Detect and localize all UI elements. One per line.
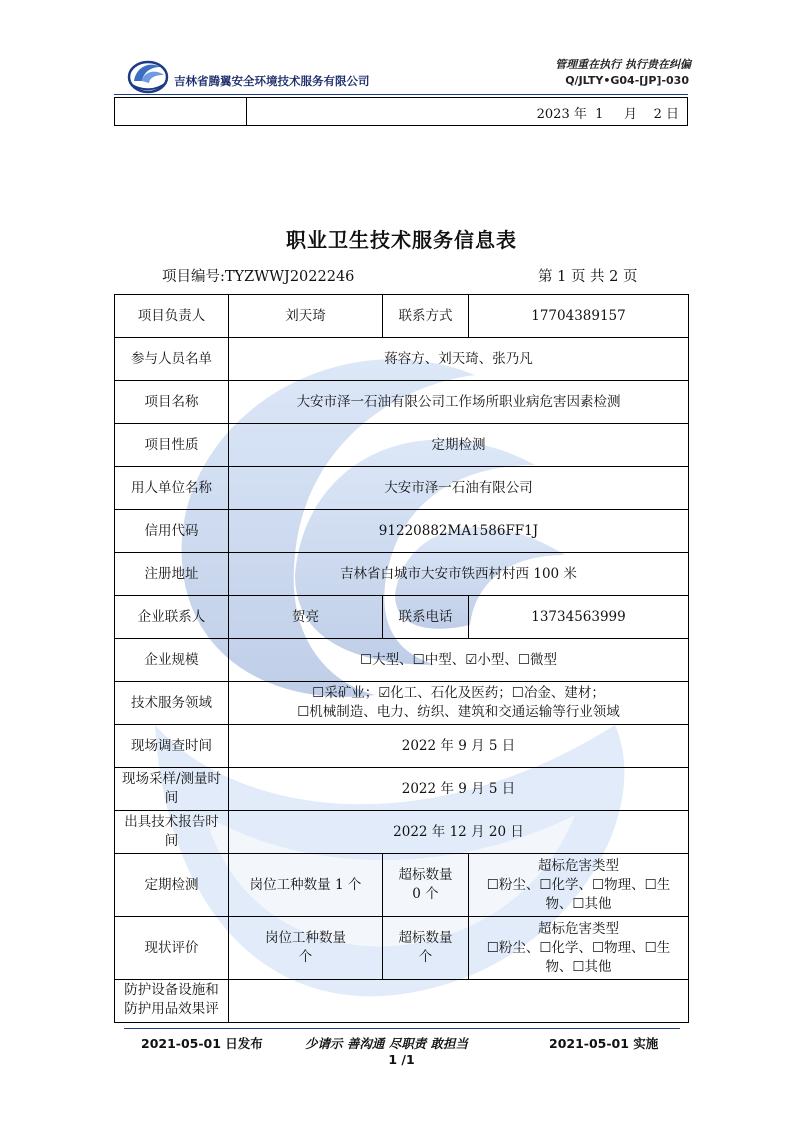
status-hazard-options-2: 物、☐其他 — [545, 958, 612, 975]
table-row — [115, 639, 689, 682]
status-hazard-options-1: ☐粉尘、☐化学、☐物理、☐生 — [486, 939, 671, 956]
periodic-exceed-value: 0 个 — [412, 886, 439, 902]
status-hazard — [469, 917, 689, 980]
status-eval-label: 现状评价 — [115, 917, 229, 980]
table-row — [115, 295, 689, 338]
table-row — [115, 917, 689, 980]
report-time-label: 出具技术报告时间 — [115, 811, 229, 854]
table-row — [115, 510, 689, 553]
survey-time-label: 现场调查时间 — [115, 725, 229, 768]
employer-label: 用人单位名称 — [115, 467, 229, 510]
table-row — [115, 725, 689, 768]
address-label: 注册地址 — [115, 553, 229, 596]
status-posts — [229, 917, 383, 980]
status-posts-label: 岗位工种数量 — [265, 930, 346, 946]
page-title: 职业卫生技术服务信息表 — [286, 228, 517, 252]
effective-date: 2021-05-01 实施 — [549, 1036, 659, 1051]
enterprise-contact-label: 企业联系人 — [115, 596, 229, 639]
status-hazard-title: 超标危害类型 — [538, 920, 619, 937]
phone-label: 联系电话 — [383, 596, 469, 639]
periodic-hazard-options-2: 物、☐其他 — [545, 895, 612, 912]
service-domain-value — [229, 682, 689, 725]
table-row — [115, 811, 689, 854]
leader-value: 刘天琦 — [229, 295, 383, 338]
project-name-value: 大安市泽一石油有限公司工作场所职业病危害因素检测 — [229, 381, 689, 424]
table-row — [115, 854, 689, 917]
issue-date: 2021-05-01 日发布 — [141, 1036, 263, 1051]
nature-label: 项目性质 — [115, 424, 229, 467]
header-rule — [114, 94, 688, 95]
protection-eval-label — [115, 980, 229, 1023]
survey-time-value: 2022 年 9 月 5 日 — [229, 725, 689, 768]
table-row — [115, 553, 689, 596]
status-exceed-label: 超标数量 — [398, 930, 453, 946]
company-name: 吉林省腾翼安全环境技术服务有限公司 — [174, 74, 370, 88]
table-row — [115, 424, 689, 467]
report-time-value: 2022 年 12 月 20 日 — [229, 811, 689, 854]
status-exceed — [383, 917, 469, 980]
sampling-time-value: 2022 年 9 月 5 日 — [229, 768, 689, 811]
footer-motto: 少请示 善沟通 尽职责 敢担当 — [305, 1036, 469, 1051]
document-number: Q/JLTY•G04-[JP]-030 — [565, 74, 689, 87]
periodic-hazard — [469, 854, 689, 917]
company-logo — [126, 55, 170, 95]
sampling-time-label: 现场采样/测量时间 — [115, 768, 229, 811]
project-number: 项目编号:TYZWWJ2022246 — [162, 269, 355, 285]
employer-value: 大安市泽一石油有限公司 — [229, 467, 689, 510]
table-row — [115, 338, 689, 381]
table-row — [115, 768, 689, 811]
header-date: 2023 年 1 月 2 日 — [536, 107, 679, 122]
service-domain-label: 技术服务领域 — [115, 682, 229, 725]
header-box-divider — [246, 98, 247, 125]
page-info: 第 1 页 共 2 页 — [538, 269, 638, 285]
periodic-exceed — [383, 854, 469, 917]
periodic-hazard-options-1: ☐粉尘、☐化学、☐物理、☐生 — [486, 876, 671, 893]
table-row — [115, 682, 689, 725]
periodic-label: 定期检测 — [115, 854, 229, 917]
status-exceed-unit: 个 — [418, 949, 433, 965]
enterprise-contact-value: 贺亮 — [229, 596, 383, 639]
nature-value: 定期检测 — [229, 424, 689, 467]
phone-value: 13734563999 — [469, 596, 689, 639]
contact-value: 17704389157 — [469, 295, 689, 338]
members-value: 蒋容方、刘天琦、张乃凡 — [229, 338, 689, 381]
periodic-posts: 岗位工种数量 1 个 — [229, 854, 383, 917]
header-date-box — [114, 97, 688, 126]
credit-code-label: 信用代码 — [115, 510, 229, 553]
project-name-label: 项目名称 — [115, 381, 229, 424]
periodic-exceed-label: 超标数量 — [398, 867, 453, 883]
contact-label: 联系方式 — [383, 295, 469, 338]
table-row — [115, 381, 689, 424]
table-row — [115, 596, 689, 639]
table-row — [115, 467, 689, 510]
service-domain-line-1: ☐采矿业；☑化工、石化及医药；☐冶金、建材； — [312, 685, 605, 701]
address-value: 吉林省白城市大安市铁西村村西 100 米 — [229, 553, 689, 596]
service-domain-line-2: ☐机械制造、电力、纺织、建筑和交通运输等行业领域 — [297, 704, 620, 720]
table-row — [115, 980, 689, 1023]
protection-eval-label-line-1: 防护设备设施和 — [124, 982, 219, 998]
periodic-hazard-title: 超标危害类型 — [538, 857, 619, 874]
leader-label: 项目负责人 — [115, 295, 229, 338]
status-posts-unit: 个 — [298, 949, 313, 965]
protection-eval-label-line-2: 防护用品效果评 — [124, 1001, 219, 1017]
info-table — [114, 294, 689, 1023]
page-number: 1 /1 — [388, 1052, 415, 1067]
credit-code-value: 91220882MA1586FF1J — [229, 510, 689, 553]
scale-label: 企业规模 — [115, 639, 229, 682]
members-label: 参与人员名单 — [115, 338, 229, 381]
protection-eval-value — [229, 980, 689, 1023]
header-slogan: 管理重在执行 执行贵在纠偏 — [555, 58, 691, 71]
footer-rule — [124, 1028, 680, 1029]
scale-value: ☐大型、☐中型、☑小型、☐微型 — [229, 639, 689, 682]
